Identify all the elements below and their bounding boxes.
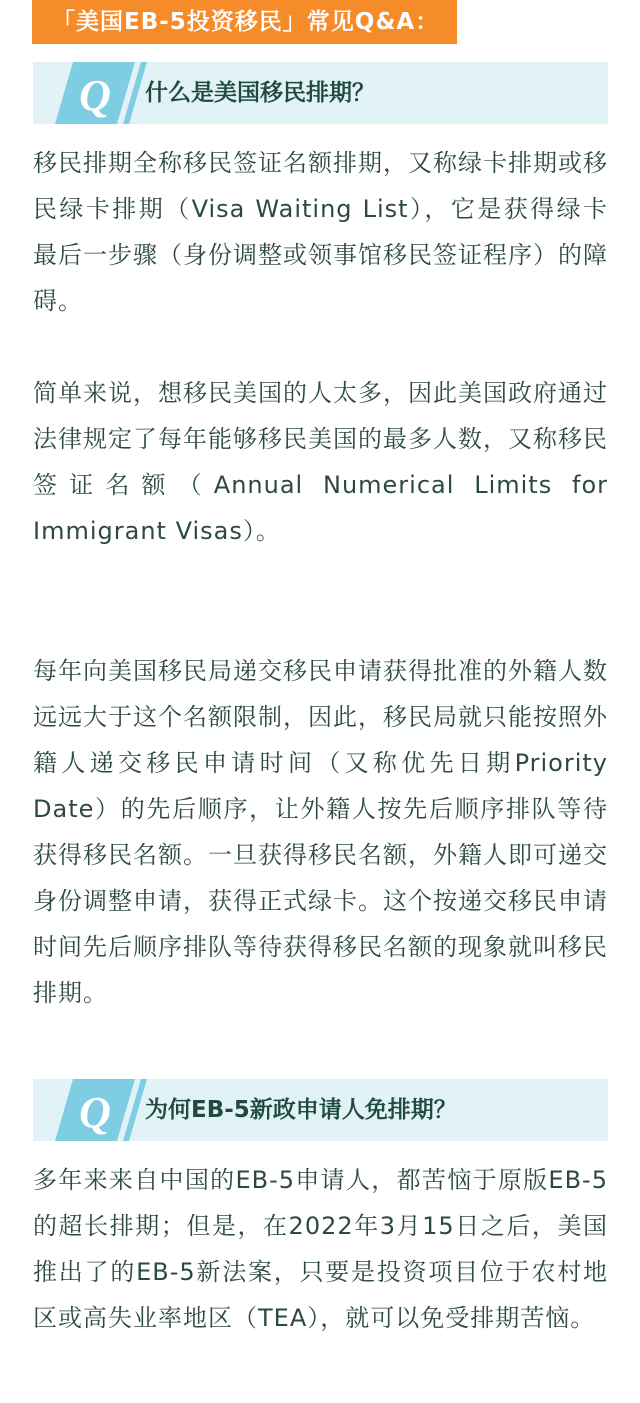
- question-title-1: 什么是美国移民排期？: [145, 80, 375, 106]
- header-tag: [32, 0, 457, 44]
- question-title-2: 为何EB-5新政申请人免排期？: [145, 1097, 457, 1123]
- q-letter: Q: [79, 71, 111, 120]
- question-bar-2: [33, 1079, 608, 1141]
- question-bar-1: [33, 62, 608, 124]
- paragraph: 移民排期全称移民签证名额排期，又称绿卡排期或移民绿卡排期（Visa Waiting List），它是获得绿卡最后一步骤（身份调整或领事馆移民签证程序）的障碍。: [33, 149, 608, 315]
- paragraph: 每年向美国移民局递交移民申请获得批准的外籍人数远远大于这个名额限制，因此，移民局就只能按照外籍人递交移民申请时间（又称优先日期Priority Date）的先后顺序，让外籍人按先后顺序排队等待获得移民名额。一旦获得移民名额，外籍人即可递交身份调整申请，获得正式绿卡。这个按递交移民申请时间先后顺序排队等待获得移民名额的现象就叫移民排期。: [33, 657, 608, 1007]
- header-title: 「美国EB-5投资移民」常见Q&A：: [52, 9, 440, 35]
- paragraph: 多年来来自中国的EB-5申请人，都苦恼于原版EB-5的超长排期；但是，在2022年3月15日之后，美国推出了的EB-5新法案，只要是投资项目位于农村地区或高失业率地区（TEA），就可以免受排期苦恼。: [33, 1166, 608, 1332]
- q-letter: Q: [79, 1088, 111, 1137]
- paragraph: 简单来说，想移民美国的人太多，因此美国政府通过法律规定了每年能够移民美国的最多人数，又称移民签证名额（Annual Numerical Limits for Immigrant Visas）。: [33, 379, 608, 545]
